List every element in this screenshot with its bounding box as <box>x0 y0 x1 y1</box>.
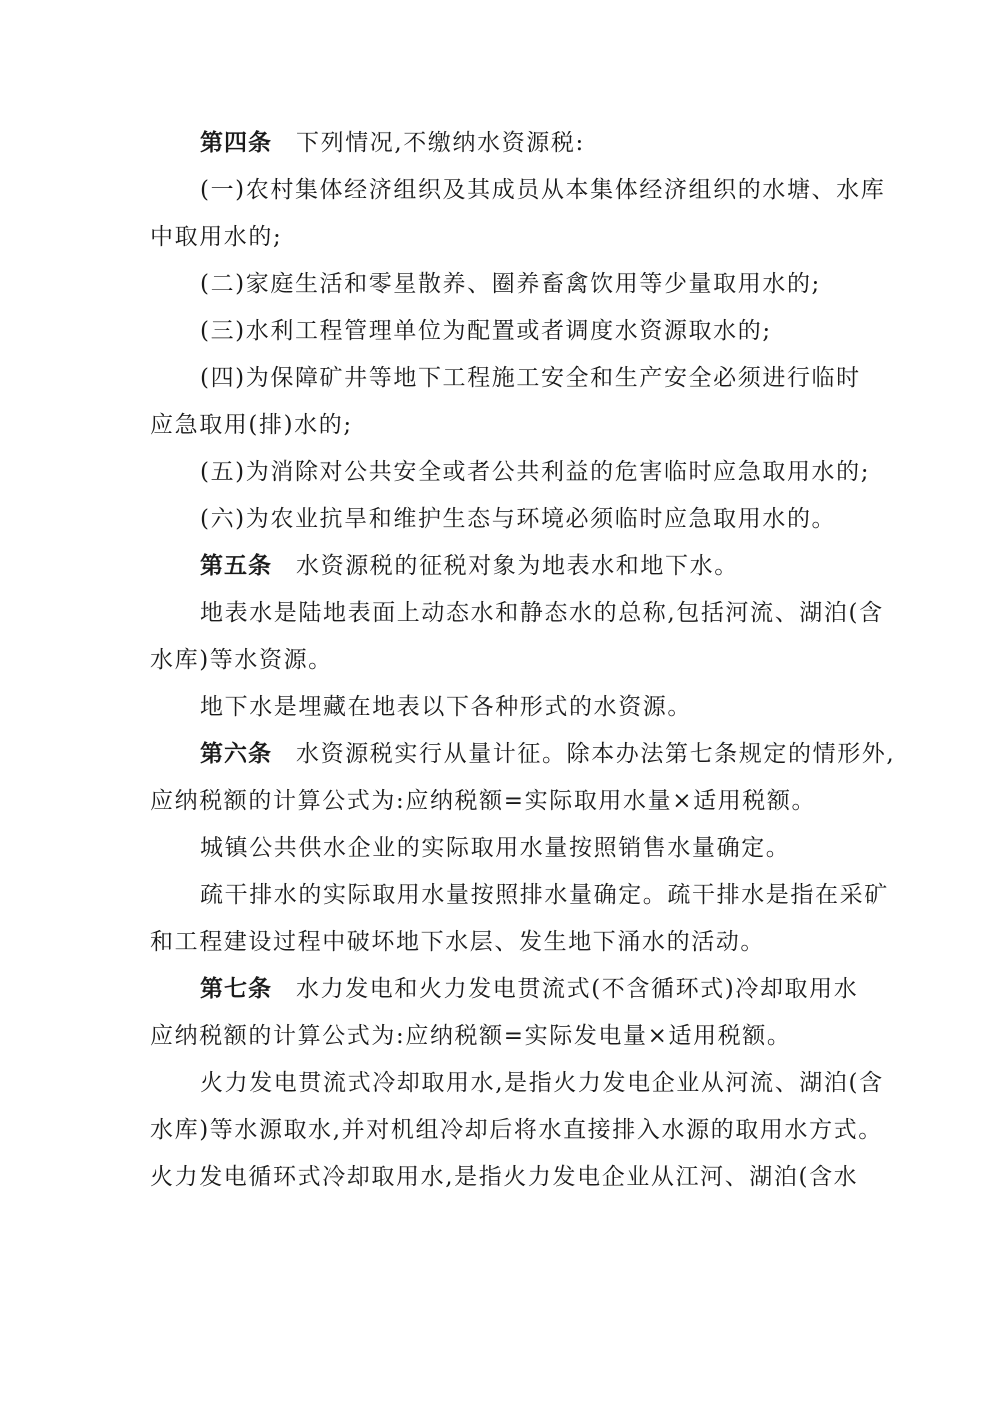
item-4-line-1: (四)为保障矿井等地下工程施工安全和生产安全必须进行临时 <box>200 365 861 391</box>
article-4-heading: 第四条 <box>200 130 272 156</box>
drainage-line-1: 疏干排水的实际取用水量按照排水量确定。疏干排水是指在采矿 <box>200 882 889 908</box>
article-7-line <box>200 974 920 1004</box>
item-4-line-2: 应急取用(排)水的; <box>150 412 353 438</box>
article-6-line <box>200 739 920 769</box>
item-3-line: (三)水利工程管理单位为配置或者调度水资源取水的; <box>200 318 772 344</box>
article-4-text: 下列情况,不缴纳水资源税: <box>296 130 585 156</box>
drainage-line-2: 和工程建设过程中破坏地下水层、发生地下涌水的活动。 <box>150 929 765 955</box>
article-5-line <box>200 551 920 581</box>
surface-water-line-1: 地表水是陆地表面上动态水和静态水的总称,包括河流、湖泊(含 <box>200 600 884 626</box>
article-7-heading: 第七条 <box>200 976 272 1002</box>
groundwater-line: 地下水是埋藏在地表以下各种形式的水资源。 <box>200 694 692 720</box>
once-through-cooling-line-1: 火力发电贯流式冷却取用水,是指火力发电企业从河流、湖泊(含 <box>200 1070 884 1096</box>
article-5-text: 水资源税的征税对象为地表水和地下水。 <box>296 553 739 579</box>
item-1-line-1: (一)农村集体经济组织及其成员从本集体经济组织的水塘、水库 <box>200 177 886 203</box>
item-5-line: (五)为消除对公共安全或者公共利益的危害临时应急取用水的; <box>200 459 871 485</box>
article-7-text: 水力发电和火力发电贯流式(不含循环式)冷却取用水 <box>296 976 859 1002</box>
once-through-cooling-line-2: 水库)等水源取水,并对机组冷却后将水直接排入水源的取用水方式。 <box>150 1117 883 1143</box>
urban-supply-line: 城镇公共供水企业的实际取用水量按照销售水量确定。 <box>200 835 791 861</box>
article-6-text: 水资源税实行从量计征。除本办法第七条规定的情形外, <box>296 741 896 767</box>
article-6-formula-line: 应纳税额的计算公式为:应纳税额=实际取用水量×适用税额。 <box>150 788 817 814</box>
item-6-line: (六)为农业抗旱和维护生态与环境必须临时应急取用水的。 <box>200 506 837 532</box>
article-4-line <box>200 128 920 158</box>
item-2-line: (二)家庭生活和零星散养、圈养畜禽饮用等少量取用水的; <box>200 271 821 297</box>
article-6-heading: 第六条 <box>200 741 272 767</box>
item-1-line-2: 中取用水的; <box>150 224 283 250</box>
article-7-formula-line: 应纳税额的计算公式为:应纳税额=实际发电量×适用税额。 <box>150 1023 792 1049</box>
recirculating-cooling-line: 火力发电循环式冷却取用水,是指火力发电企业从江河、湖泊(含水 <box>150 1164 859 1190</box>
surface-water-line-2: 水库)等水资源。 <box>150 647 333 673</box>
article-5-heading: 第五条 <box>200 553 272 579</box>
